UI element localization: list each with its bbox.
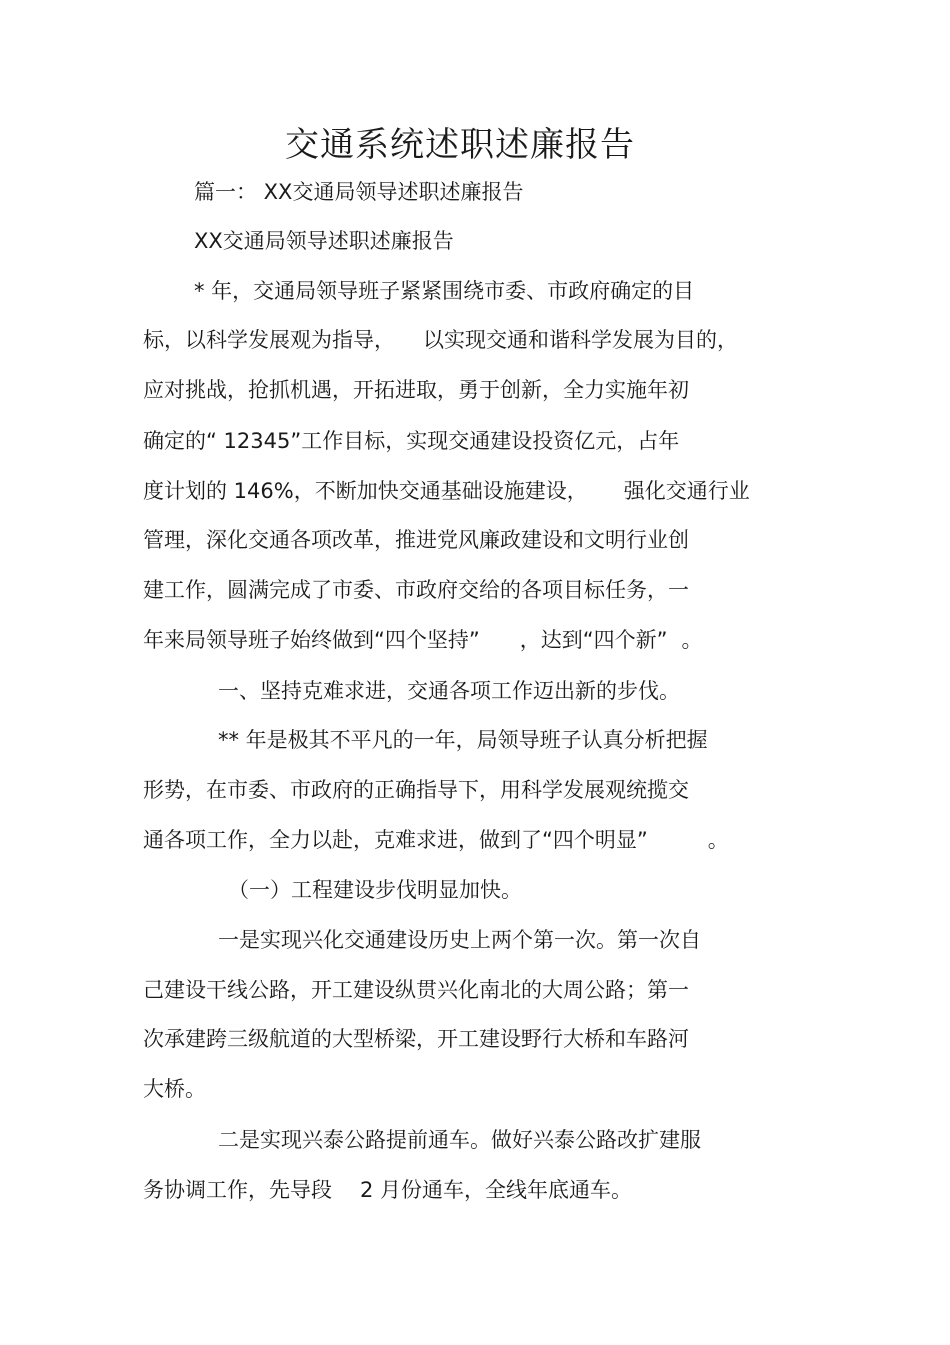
paragraph-segment: 以实现交通和谐科学发展为目的， (423, 328, 738, 352)
section-heading: 一、坚持克难求进，交通各项工作迈出新的步伐。 (218, 679, 680, 703)
subsection-heading: （一）工程建设步伐明显加快。 (228, 878, 522, 902)
paragraph-line (143, 323, 738, 357)
paragraph-line: 大桥。 (143, 1077, 206, 1101)
paragraph-line: ** 年是极其不平凡的一年，局领导班子认真分析把握 (218, 728, 708, 752)
paragraph-segment: 2 月份通车，全线年底通车。 (360, 1178, 633, 1202)
paragraph-segment: 通各项工作，全力以赴，克难求进，做到了“四个明显” (143, 828, 648, 852)
document-title: 交通系统述职述廉报告 (285, 125, 635, 165)
paragraph-line: 确定的“ 12345”工作目标，实现交通建设投资亿元，占年 (143, 429, 680, 453)
paragraph-segment: 年来局领导班子始终做到“四个坚持” (143, 628, 480, 652)
paragraph-line: 管理，深化交通各项改革，推进党风廉政建设和文明行业创 (143, 528, 689, 552)
paragraph-line: 应对挑战，抢抓机遇，开拓进取，勇于创新，全力实施年初 (143, 378, 689, 402)
section-heading: 篇一： XX交通局领导述职述廉报告 (194, 180, 524, 204)
paragraph-segment: 度计划的 146%，不断加快交通基础设施建设， (143, 479, 588, 503)
paragraph-segment: 。 (707, 828, 729, 852)
paragraph-segment: 务协调工作，先导段 (143, 1178, 332, 1202)
paragraph-line: 二是实现兴泰公路提前通车。做好兴泰公路改扩建服 (218, 1128, 701, 1152)
paragraph-line: 一是实现兴化交通建设历史上两个第一次。第一次自 (218, 928, 701, 952)
paragraph-segment: 强化交通行业 (623, 479, 750, 503)
paragraph-segment: 。 (681, 628, 703, 652)
paragraph-line: 建工作，圆满完成了市委、市政府交给的各项目标任务，一 (143, 578, 689, 602)
paragraph-line (143, 474, 750, 508)
paragraph-line (143, 1173, 632, 1207)
paragraph-line: 形势，在市委、市政府的正确指导下，用科学发展观统揽交 (143, 778, 689, 802)
paragraph-line: 己建设干线公路，开工建设纵贯兴化南北的大周公路；第一 (143, 978, 689, 1002)
paragraph-line: 次承建跨三级航道的大型桥梁，开工建设野行大桥和车路河 (143, 1027, 689, 1051)
paragraph-line: * 年，交通局领导班子紧紧围绕市委、市政府确定的目 (194, 279, 695, 303)
subtitle: XX交通局领导述职述廉报告 (194, 229, 454, 253)
paragraph-line (143, 823, 729, 857)
paragraph-segment: ，达到“四个新” (519, 628, 668, 652)
paragraph-segment: 标，以科学发展观为指导， (143, 328, 395, 352)
paragraph-line (143, 623, 703, 657)
